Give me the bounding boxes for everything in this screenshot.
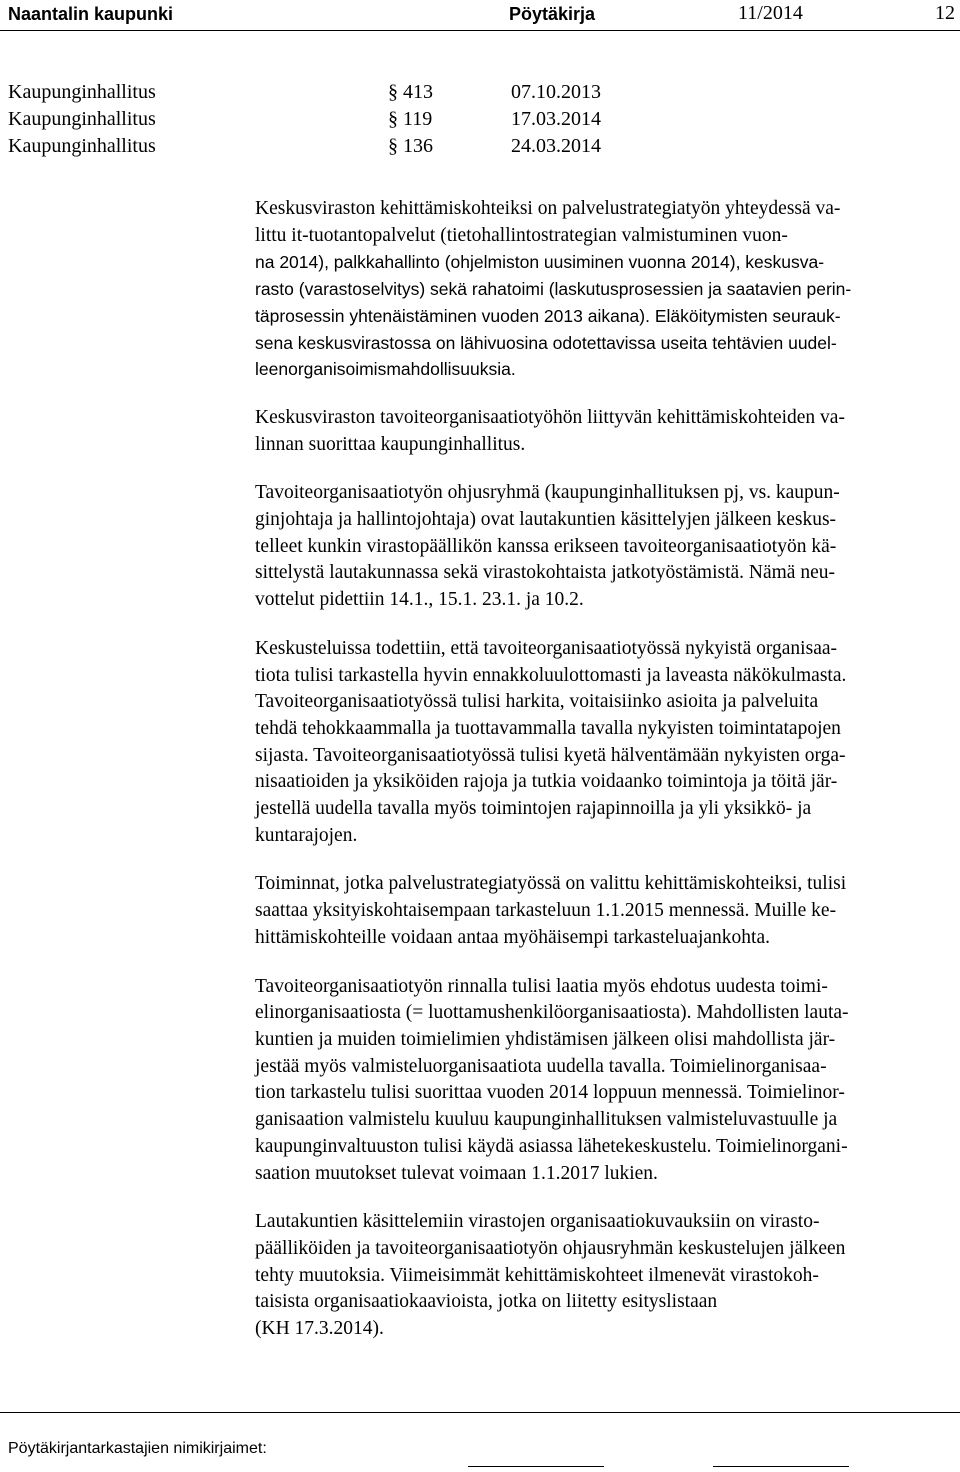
history-row	[8, 135, 708, 162]
text-line: littu it-tuotantopalvelut (tietohallintostrategian valmistuminen vuon-	[255, 224, 788, 246]
paragraph	[255, 974, 955, 1188]
text-line: hittämiskohteille voidaan antaa myöhäisempi tarkasteluajankohta.	[255, 926, 770, 948]
text-line: kuntarajojen.	[255, 824, 358, 846]
document-type: Pöytäkirja	[509, 4, 596, 24]
text-line: sittelystä lautakunnassa sekä virastokohtaista jatkotyöstämistä. Nämä neu-	[255, 562, 835, 584]
text-line: rasto (varastoselvitys) sekä rahatoimi (laskutusprosessien ja saatavien perin-	[255, 279, 852, 300]
section-number: 119	[403, 108, 433, 130]
text-line: ginjohtaja ja hallintojohtaja) ovat lautakuntien käsittelyjen jälkeen keskus-	[255, 509, 837, 531]
signature-label: Pöytäkirjantarkastajien nimikirjaimet:	[8, 1440, 267, 1457]
text-line: na 2014), palkkahallinto (ohjelmiston uusiminen vuonna 2014), keskusva-	[255, 252, 825, 273]
section-sign: §	[388, 108, 398, 130]
text-line: jestellä uudella tavalla myös toimintojen rajapinnoilla ja yli yksikkö- ja	[255, 798, 812, 820]
section-number: 136	[403, 135, 433, 157]
text-line: Lautakuntien käsittelemiin virastojen organisaatiokuvauksiin on virasto-	[255, 1211, 820, 1233]
text-line: saation muutokset tulevat voimaan 1.1.2017 lukien.	[255, 1162, 658, 1184]
text-line: päälliköiden ja tavoiteorganisaatiotyön ohjausryhmän keskustelujen jälkeen	[255, 1237, 846, 1259]
history-body: Kaupunginhallitus	[8, 81, 156, 103]
paragraph	[255, 871, 955, 951]
paragraph	[255, 480, 955, 614]
meeting-date: 24.03.2014	[511, 135, 601, 157]
text-line: Tavoiteorganisaatiotyön rinnalla tulisi laatia myös ehdotus uudesta toimi-	[255, 975, 828, 997]
meeting-date: 17.03.2014	[511, 108, 601, 130]
text-line: linnan suorittaa kaupunginhallitus.	[255, 433, 526, 455]
paragraph	[255, 405, 955, 458]
text-line: telleet kunkin virastopäällikön kanssa erikseen tavoiteorganisaatiotyön kä-	[255, 535, 837, 557]
signature-line	[468, 1466, 604, 1467]
text-line: vottelut pidettiin 14.1., 15.1. 23.1. ja 10.2.	[255, 589, 584, 611]
text-line: Toiminnat, jotka palvelustrategiatyössä on valittu kehittämiskohteiksi, tulisi	[255, 873, 847, 895]
footer-divider	[0, 1412, 960, 1413]
history-row	[8, 81, 708, 108]
text-line: Keskusviraston tavoiteorganisaatiotyöhön liittyvän kehittämiskohteiden va-	[255, 406, 845, 428]
text-line: ganisaation valmistelu kuuluu kaupunginhallituksen valmisteluvastuulle ja	[255, 1109, 838, 1131]
text-line: tiota tulisi tarkastella hyvin ennakkoluulottomasti ja laveasta näkökulmasta.	[255, 664, 847, 686]
text-line: sijasta. Tavoiteorganisaatiotyössä tulisi kyetä hälventämään nykyisten orga-	[255, 744, 846, 766]
paragraph	[255, 1209, 955, 1343]
paragraph	[255, 636, 955, 850]
document-number: 11/2014	[738, 2, 803, 24]
text-line: taisista organisaatiokaavioista, jotka on liitetty esityslistaan	[255, 1291, 718, 1313]
text-line: kuntien ja muiden toimielimien yhdistämisen jälkeen olisi mahdollista jär-	[255, 1028, 836, 1050]
text-line: tehty muutoksia. Viimeisimmät kehittämiskohteet ilmenevät virastokoh-	[255, 1264, 819, 1286]
text-line: tehdä tehokkaammalla ja tuottavammalla tavalla nykyisten toimintatapojen	[255, 717, 841, 739]
text-line: leenorganisoimismahdollisuuksia.	[255, 359, 516, 380]
section-sign: §	[388, 135, 398, 157]
meeting-date: 07.10.2013	[511, 81, 601, 103]
text-line: saattaa yksityiskohtaisempaan tarkasteluun 1.1.2015 mennessä. Muille ke-	[255, 900, 837, 922]
page-header	[0, 0, 960, 30]
text-line: nisaatioiden ja yksiköiden rajoja ja tutkia voidaanko toimintoja ja töitä jär-	[255, 771, 838, 793]
section-sign: §	[388, 81, 398, 103]
paragraph	[255, 196, 955, 383]
signature-line	[713, 1466, 849, 1467]
text-line: Tavoiteorganisaatiotyön ohjusryhmä (kaupunginhallituksen pj, vs. kaupun-	[255, 482, 840, 504]
text-line: Keskusteluissa todettiin, että tavoiteorganisaatiotyössä nykyistä organisaa-	[255, 637, 837, 659]
text-line: täprosessin yhtenäistäminen vuoden 2013 aikana). Eläköitymisten seurauk-	[255, 305, 841, 326]
page-number: 12	[935, 2, 955, 24]
text-line: kaupunginvaltuuston tulisi käydä asiassa lähetekeskustelu. Toimielinorgani-	[255, 1135, 848, 1157]
text-line: jestää myös valmisteluorganisaatiota uudella tavalla. Toimielinorganisaa-	[255, 1055, 827, 1077]
text-line: elinorganisaatiosta (= luottamushenkilöorganisaatiosta). Mahdollisten lauta-	[255, 1002, 849, 1024]
body-text	[255, 196, 955, 1365]
history-body: Kaupunginhallitus	[8, 108, 156, 130]
history-body: Kaupunginhallitus	[8, 135, 156, 157]
text-line: tion tarkastelu tulisi suorittaa vuoden 2014 loppuun mennessä. Toimielinor-	[255, 1082, 845, 1104]
text-line: Keskusviraston kehittämiskohteiksi on palvelustrategiatyön yhteydessä va-	[255, 198, 841, 219]
text-line: sena keskusvirastossa on lähivuosina odotettavissa useita tehtävien uudel-	[255, 332, 837, 353]
header-divider	[0, 30, 960, 31]
text-line: Tavoiteorganisaatiotyössä tulisi harkita, voitaisiinko asioita ja palveluita	[255, 691, 819, 713]
history-row	[8, 108, 708, 135]
organization-name: Naantalin kaupunki	[8, 4, 174, 24]
section-number: 413	[403, 81, 433, 103]
text-line: (KH 17.3.2014).	[255, 1318, 384, 1340]
decision-history	[8, 81, 708, 162]
